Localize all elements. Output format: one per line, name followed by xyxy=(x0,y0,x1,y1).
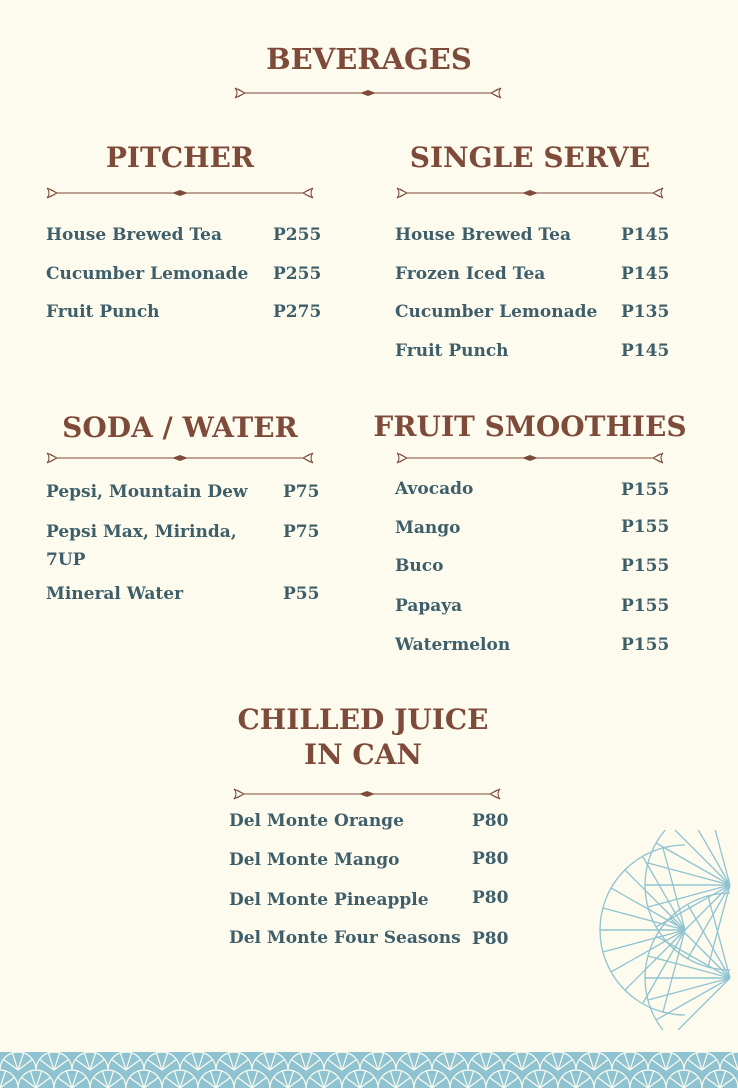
menu-item-name: Pepsi Max, Mirinda, xyxy=(46,522,237,542)
menu-item-price: P75 xyxy=(283,522,320,542)
menu-item-name: House Brewed Tea xyxy=(46,225,222,245)
pitcher-divider xyxy=(45,186,315,200)
menu-item-name: Cucumber Lemonade xyxy=(395,302,598,322)
menu-item-name: Fruit Punch xyxy=(395,341,509,361)
section-title-fruit-smoothies: FRUIT SMOOTHIES xyxy=(373,410,687,443)
menu-item-price: P80 xyxy=(472,888,509,908)
menu-item-name: Del Monte Orange xyxy=(229,811,404,831)
menu-item-name: Avocado xyxy=(395,479,474,499)
menu-item-name-continued: 7UP xyxy=(46,550,86,570)
menu-item-price: P80 xyxy=(472,811,509,831)
chilled-juice-divider xyxy=(232,787,502,801)
scallop-border xyxy=(0,1052,738,1088)
menu-item-price: P55 xyxy=(283,584,320,604)
menu-item-price: P145 xyxy=(621,264,670,284)
section-title-single-serve: SINGLE SERVE xyxy=(409,141,651,174)
title-divider xyxy=(233,86,503,100)
menu-item-price: P135 xyxy=(621,302,670,322)
menu-item-name: Del Monte Four Seasons xyxy=(229,928,461,948)
menu-item-name: Frozen Iced Tea xyxy=(395,264,546,284)
menu-item-price: P155 xyxy=(621,556,670,576)
fruit-smoothies-divider xyxy=(395,451,665,465)
menu-item-price: P155 xyxy=(621,480,670,500)
menu-item-price: P80 xyxy=(472,929,509,949)
section-title-pitcher: PITCHER xyxy=(105,141,255,174)
menu-item-name: Papaya xyxy=(395,596,463,616)
soda-water-divider xyxy=(45,451,315,465)
menu-item-name: Watermelon xyxy=(395,635,511,655)
menu-item-name: Mango xyxy=(395,518,461,538)
menu-item-price: P145 xyxy=(621,225,670,245)
menu-item-name: Fruit Punch xyxy=(46,302,160,322)
single-serve-divider xyxy=(395,186,665,200)
menu-item-name: Del Monte Mango xyxy=(229,850,400,870)
menu-item-name: Mineral Water xyxy=(46,584,184,604)
menu-item-price: P75 xyxy=(283,482,320,502)
section-title-chilled-juice-line2: IN CAN xyxy=(303,738,423,771)
menu-item-name: Pepsi, Mountain Dew xyxy=(46,482,248,502)
menu-item-price: P155 xyxy=(621,635,670,655)
menu-item-price: P155 xyxy=(621,517,670,537)
menu-item-price: P255 xyxy=(273,225,322,245)
menu-item-name: Buco xyxy=(395,556,444,576)
menu-item-price: P255 xyxy=(273,264,322,284)
menu-item-name: Cucumber Lemonade xyxy=(46,264,249,284)
section-title-chilled-juice-line1: CHILLED JUICE xyxy=(237,703,489,736)
section-title-soda-water: SODA / WATER xyxy=(62,411,298,444)
menu-item-price: P275 xyxy=(273,302,322,322)
fan-ornament xyxy=(590,830,738,1030)
menu-item-price: P80 xyxy=(472,849,509,869)
page-title: BEVERAGES xyxy=(266,42,472,76)
menu-item-price: P145 xyxy=(621,341,670,361)
menu-item-name: House Brewed Tea xyxy=(395,225,571,245)
menu-item-price: P155 xyxy=(621,596,670,616)
menu-item-name: Del Monte Pineapple xyxy=(229,890,429,910)
